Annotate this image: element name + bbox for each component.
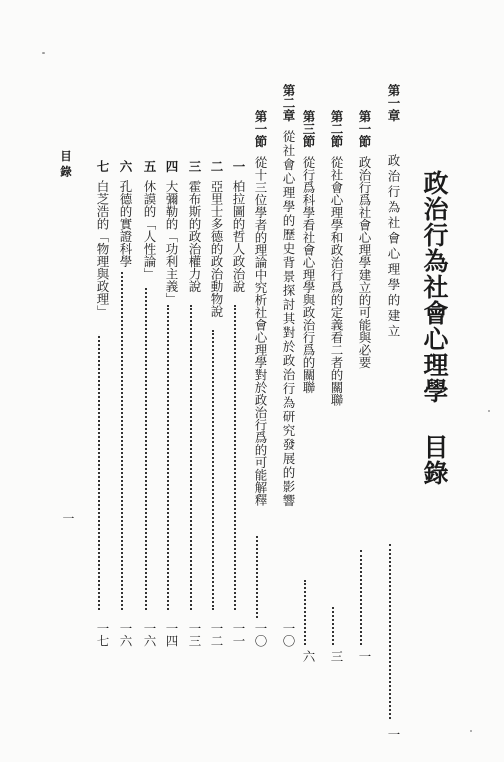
toc-entry-page: 三	[329, 650, 344, 663]
leader-dots	[212, 330, 214, 610]
toc-entry-label: 四	[164, 160, 179, 173]
toc-entry-title: 從社會心理學和政治行爲的定義看二者的關聯	[329, 156, 344, 406]
toc-entry-label: 二	[209, 160, 224, 173]
toc-entry-page: 六	[301, 650, 316, 663]
toc-entry-label: 第二章	[281, 84, 296, 122]
toc-entry-title: 孔德的實證科學	[118, 180, 133, 268]
leader-dots	[234, 305, 236, 610]
toc-entry-title: 柏拉圖的哲人政治說	[231, 180, 246, 293]
toc-entry-title: 政治行為社會心理學的建立	[386, 154, 401, 340]
toc-entry-label: 七	[95, 160, 110, 173]
toc-entry-page: 一二	[209, 622, 224, 647]
leader-dots	[190, 305, 192, 610]
toc-entry-title: 從社會心理學的歷史背景探討其對於政治行為研究發展的影響	[281, 130, 296, 508]
toc-entry-title: 政治行爲社會心理學建立的可能與必要	[357, 156, 372, 369]
toc-entry-title: 霍布斯的政治權力說	[187, 180, 202, 293]
toc-entry-page: 一〇	[253, 622, 268, 647]
toc-entry-page: 一〇	[281, 622, 296, 647]
toc-entry-page: 一	[357, 650, 372, 663]
toc-entry-title: 從十三位學者的理論中究析社會心理學對於政治行爲的可能解釋	[253, 156, 268, 506]
toc-entry-title: 休謨的「人性論」	[142, 180, 157, 280]
toc-entry-page: 一	[386, 728, 401, 741]
paper-speck	[488, 410, 490, 412]
leader-dots	[332, 607, 334, 645]
leader-dots	[360, 550, 362, 645]
toc-entry-label: 第一章	[386, 84, 401, 122]
toc-title	[416, 170, 452, 486]
leader-dots	[98, 336, 100, 610]
leader-dots	[389, 544, 391, 719]
toc-entry-label: 三	[187, 160, 202, 173]
toc-entry-label: 第一節	[357, 110, 372, 148]
toc-entry-title: 從行爲科學看社會心理學與政治行爲的關聯	[301, 156, 316, 394]
folio-page-number: 一	[61, 512, 75, 524]
toc-entry-label: 六	[118, 160, 133, 173]
toc-entry-label: 第二節	[329, 110, 344, 148]
toc-entry-page: 一一	[231, 622, 246, 647]
leader-dots	[256, 536, 258, 618]
toc-entry-label: 第一節	[253, 110, 268, 148]
paper-speck	[42, 52, 45, 54]
toc-entry-page: 一三	[187, 622, 202, 647]
leader-dots	[167, 305, 169, 610]
leader-dots	[121, 272, 123, 610]
toc-entry-page: 一四	[164, 622, 179, 647]
toc-entry-page: 一六	[118, 622, 133, 647]
toc-entry-title: 亞里士多德的政治動物說	[209, 180, 224, 318]
toc-entry-page: 一六	[142, 622, 157, 647]
toc-entry-label: 一	[231, 160, 246, 173]
toc-entry-title: 大彌勒的「功利主義」	[164, 180, 179, 305]
leader-dots	[145, 288, 147, 610]
paper-speck	[470, 730, 472, 732]
leader-dots	[304, 580, 306, 645]
toc-entry-label: 五	[142, 160, 157, 173]
running-title: 目錄	[59, 150, 73, 181]
toc-title-text: 政治行為社會心理學 目錄	[420, 170, 449, 486]
toc-entry-page: 一七	[95, 622, 110, 647]
toc-entry-label: 第三節	[301, 110, 316, 148]
toc-entry-title: 白芝浩的「物理與政理」	[95, 180, 110, 318]
